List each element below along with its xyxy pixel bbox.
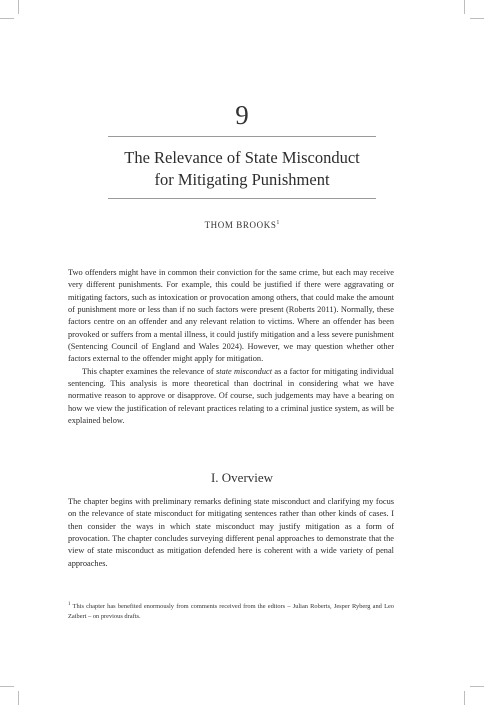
footnote-text: This chapter has benefited enormously from comments received from the editors – Julian Roberts, Jesper Ryberg and Leo Zaibert – on previous drafts. xyxy=(68,603,395,621)
intro-paragraph-2 xyxy=(68,366,394,428)
chapter-title xyxy=(0,147,484,191)
section-paragraph-1: The chapter begins with preliminary remarks defining state misconduct and clarifying my focus on the relevance of state misconduct for mitigating sentences rather than other kinds of cases. I then consider the ways in which state misconduct may justify mitigation as a form of provocation. The chapter concludes surveying different penal approaches to demonstrate that the view of state misconduct as mitigation defended here is coherent with a wide variety of penal approaches. xyxy=(68,497,394,568)
intro-p2-after: as a factor for mitigating individual sentencing. This analysis is more theoretical than doctrinal in considering what we have normative reason to approve or disapprove. Of course, such judgements may have a bearing on how we view the justification of relevant practices relating to a criminal justice system, as will be explained below. xyxy=(68,366,394,426)
crop-mark-right-top xyxy=(470,18,484,19)
section-text xyxy=(68,496,394,570)
intro-text xyxy=(68,267,394,427)
crop-mark-left-top xyxy=(0,18,14,19)
title-rule-top xyxy=(108,136,376,137)
author-line xyxy=(0,220,484,230)
intro-paragraph-1: Two offenders might have in common their conviction for the same crime, but each may receive very different punishments. For example, this could be justified if there were aggravating or mitigating factors, such as intoxication or provocation among others, that could make the amount of punishment more or less than if no such factors were present (Roberts 2011). Normally, these factors centre on an offender and any relevant relation to victims. Where an offender has been provoked or suffers from a mental illness, it could justify mitigation and a less severe punishment (Sentencing Council of England and Wales 2024). However, we may question whether other factors external to the offender might apply for mitigation. xyxy=(68,268,394,364)
footnote xyxy=(68,600,394,622)
author-name: THOM BROOKS xyxy=(204,220,277,230)
crop-mark-bottom-right xyxy=(464,691,465,705)
title-rule-bottom xyxy=(108,198,376,199)
crop-mark-bottom-left xyxy=(18,691,19,705)
chapter-title-line-1: The Relevance of State Misconduct xyxy=(124,148,360,167)
chapter-number: 9 xyxy=(235,100,249,130)
crop-mark-top-right xyxy=(464,0,465,14)
chapter-title-line-2: for Mitigating Punishment xyxy=(154,170,330,189)
footnote-mark: 1 xyxy=(68,602,71,607)
author-footnote-mark: 1 xyxy=(276,220,280,226)
intro-p2-before: This chapter examines the relevance of xyxy=(82,366,216,376)
intro-p2-emphasis: state misconduct xyxy=(215,366,273,376)
crop-mark-right-bottom xyxy=(470,686,484,687)
crop-mark-top-left xyxy=(18,0,19,14)
section-heading: I. Overview xyxy=(210,470,274,485)
crop-mark-left-bottom xyxy=(0,686,14,687)
